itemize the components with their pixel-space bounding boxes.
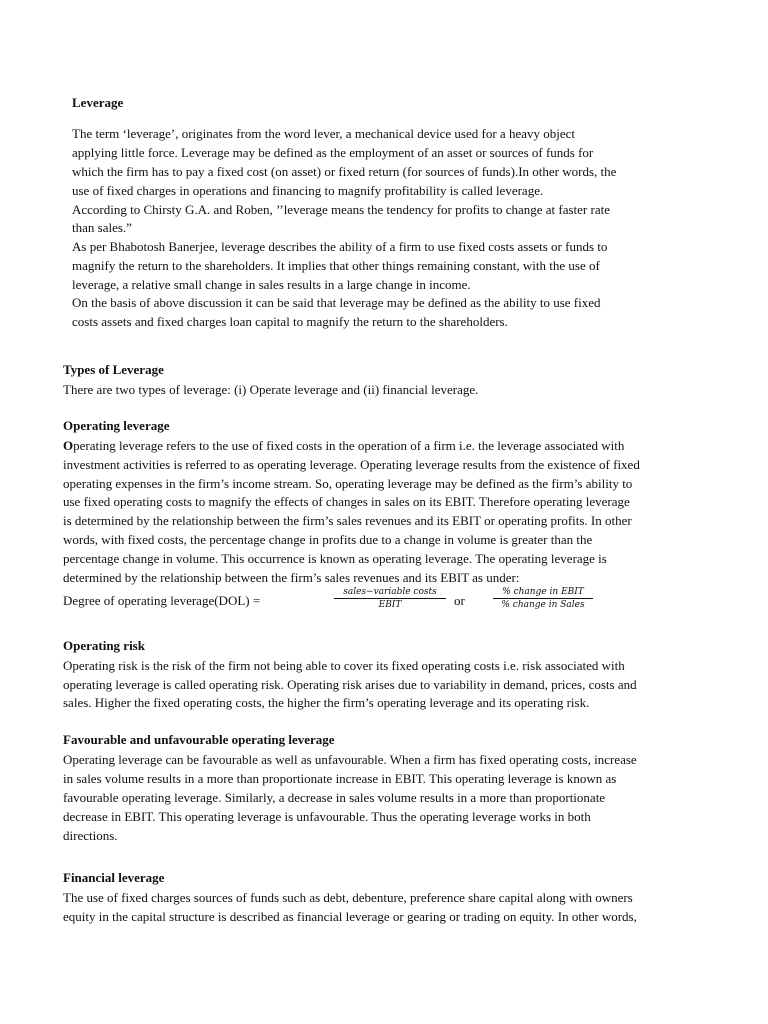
formula-fraction-costs [334, 587, 446, 610]
paragraph-line: favourable operating leverage. Similarly, a decrease in sales volume results in a more than proportionate [63, 790, 606, 805]
paragraph-line: in sales volume results in a more than proportionate increase in EBIT. This operating leverage is known as [63, 771, 617, 786]
paragraph-line: magnify the return to the shareholders. It implies that other things remaining constant, with the use of [72, 258, 600, 273]
heading-types-of-leverage: Types of Leverage [63, 362, 164, 377]
paragraph-line: words, with fixed costs, the percentage change in profits due to a change in volume is greater than the [63, 532, 593, 547]
paragraph-line: Operating leverage can be favourable as well as unfavourable. When a firm has fixed operating costs, increase [63, 752, 637, 767]
paragraph-line: There are two types of leverage: (i) Operate leverage and (ii) financial leverage. [63, 382, 479, 397]
paragraph-line: determined by the relationship between the firm’s sales revenues and its EBIT as under: [63, 570, 520, 585]
paragraph-line: use fixed operating costs to magnify the effects of changes in sales on its EBIT. Therefore operating leverage [63, 494, 630, 509]
paragraph-line: applying little force. Leverage may be defined as the employment of an asset or sources of funds for [72, 145, 594, 160]
formula-or: or [454, 593, 465, 608]
paragraph-line: investment activities is referred to as operating leverage. Operating leverage results from the existence of fixed [63, 457, 640, 472]
paragraph-line: On the basis of above discussion it can be said that leverage may be defined as the ability to use fixed [72, 295, 601, 310]
paragraph-line: operating expenses in the firm’s income stream. So, operating leverage may be defined as the firm’s ability to [63, 476, 633, 491]
heading-operating-risk: Operating risk [63, 638, 145, 653]
heading-operating-leverage: Operating leverage [63, 418, 170, 433]
paragraph-line: which the firm has to pay a fixed cost (on asset) or fixed return (for sources of funds).In other words, the [72, 164, 617, 179]
paragraph-line: use of fixed charges in operations and financing to magnify profitability is called leverage. [72, 183, 544, 198]
paragraph-line: equity in the capital structure is described as financial leverage or gearing or trading on equity. In other words, [63, 909, 637, 924]
paragraph-line: As per Bhabotosh Banerjee, leverage describes the ability of a firm to use fixed costs assets or funds to [72, 239, 608, 254]
paragraph-line: The term ‘leverage’, originates from the word lever, a mechanical device used for a heavy object [72, 126, 575, 141]
paragraph-line [63, 437, 624, 454]
paragraph-line: sales. Higher the fixed operating costs, the higher the firm’s operating leverage and its operating risk. [63, 695, 590, 710]
formula-fraction-change [493, 587, 593, 610]
paragraph-line: The use of fixed charges sources of funds such as debt, debenture, preference share capital along with owners [63, 890, 633, 905]
paragraph-line: Operating risk is the risk of the firm not being able to cover its fixed operating costs i.e. risk associated with [63, 658, 625, 673]
paragraph-text: perating leverage refers to the use of fixed costs in the operation of a firm i.e. the leverage associated with [73, 438, 625, 453]
heading-financial-leverage: Financial leverage [63, 870, 165, 885]
paragraph-line: operating leverage is called operating risk. Operating risk arises due to variability in demand, prices, costs and [63, 677, 637, 692]
fraction-numerator: % change in EBIT [493, 587, 593, 599]
paragraph-line: costs assets and fixed charges loan capital to magnify the return to the shareholders. [72, 314, 508, 329]
paragraph-line: decrease in EBIT. This operating leverage is unfavourable. Thus the operating leverage works in both [63, 809, 591, 824]
paragraph-line: According to Chirsty G.A. and Roben, ’’leverage means the tendency for profits to change at faster rate [72, 202, 610, 217]
paragraph-line: leverage, a relative small change in sales results in a large change in income. [72, 277, 471, 292]
drop-letter: O [63, 438, 74, 453]
paragraph-line: is determined by the relationship between the firm’s sales revenues and its EBIT or operating profits. In other [63, 513, 632, 528]
fraction-denominator: % change in Sales [501, 600, 585, 610]
paragraph-line: than sales.” [72, 220, 132, 235]
heading-leverage: Leverage [72, 95, 124, 110]
fraction-numerator: sales−variable costs [334, 587, 446, 599]
paragraph-line: directions. [63, 828, 118, 843]
paragraph-line: percentage change in volume. This occurrence is known as operating leverage. The operating leverage is [63, 551, 607, 566]
formula-label: Degree of operating leverage(DOL) = [63, 593, 261, 608]
fraction-denominator: EBIT [378, 600, 402, 610]
heading-favourable-unfavourable: Favourable and unfavourable operating leverage [63, 732, 335, 747]
